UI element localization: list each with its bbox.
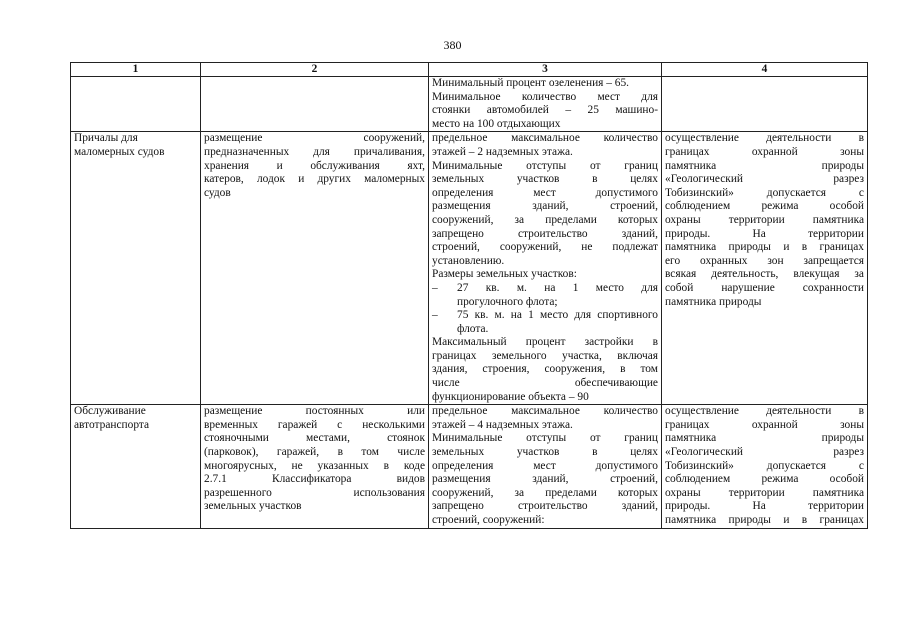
text-line: памятника природы: [665, 295, 762, 308]
text-line: охраны территории памятника: [665, 486, 864, 499]
text-line: этажей – 4 надземных этажа.: [432, 418, 573, 431]
cell-empty: [201, 77, 429, 132]
text-line: земельных участков в целях: [432, 173, 658, 186]
regulation-table: [70, 62, 868, 529]
text-line: строений, сооружений, не подлежат: [432, 241, 658, 254]
cell-empty: [71, 77, 201, 132]
text-line: Минимальное количество мест для: [432, 90, 658, 103]
text-line: природы. На территории: [665, 227, 864, 240]
text-line: запрещено строительство зданий,: [432, 227, 658, 240]
text-line: «Геологический разрез: [665, 446, 864, 459]
text-line: сооружений, за пределами которых: [432, 486, 658, 499]
page-number: 380: [443, 38, 462, 52]
text-line: Причалы для: [74, 132, 138, 145]
cell-restrictions: [662, 132, 868, 405]
text-line: памятника природы: [665, 432, 864, 445]
text-line: место на 100 отдыхающих: [432, 117, 561, 130]
cell-parameters: [429, 77, 662, 132]
text-line: строений, сооружений:: [432, 514, 545, 526]
list-item: [432, 309, 658, 336]
text-line: запрещено строительство зданий,: [432, 500, 658, 513]
text-line: – 75 кв. м. на 1 место для спортивного: [457, 309, 658, 322]
header-col-3: 3: [429, 63, 662, 77]
text-line: границах охранной зоны: [665, 418, 864, 431]
header-col-1: 1: [71, 63, 201, 77]
text-line: его охранных зон запрещается: [665, 254, 864, 267]
text-line: размещение сооружений,: [204, 132, 425, 145]
text-line: временных гаражей с несколькими: [204, 418, 425, 431]
text-line: предназначенных для причаливания,: [204, 145, 425, 158]
cell-description: [201, 132, 429, 405]
text-line: Обслуживание: [74, 405, 146, 418]
table-header-row: [71, 63, 868, 77]
text-line: земельных участков: [204, 500, 302, 513]
text-line: «Геологический разрез: [665, 173, 864, 186]
text-line: земельных участков в целях: [432, 446, 658, 459]
text-line: разрешенного использования: [204, 486, 425, 499]
text-line: памятника природы: [665, 159, 864, 172]
cell-use-type: [71, 405, 201, 528]
text-line: Тобизинский» допускается с: [665, 186, 864, 199]
text-line: определения мест допустимого: [432, 186, 658, 199]
text-line: памятника природы и в границах: [665, 241, 864, 254]
text-line: природы. На территории: [665, 500, 864, 513]
text-line: границах земельного участка, включая: [432, 349, 658, 362]
text-line: прогулочного флота;: [457, 295, 558, 308]
text-line: границах охранной зоны: [665, 145, 864, 158]
text-line: флота.: [457, 322, 489, 335]
text-line: судов: [204, 186, 231, 199]
text-line: памятника природы и в границах: [665, 514, 864, 526]
text-line: Тобизинский» допускается с: [665, 459, 864, 472]
header-col-4: 4: [662, 63, 868, 77]
cell-description: [201, 405, 429, 528]
text-line: размещение постоянных или: [204, 405, 425, 418]
text-line: Максимальный процент застройки в: [432, 336, 658, 349]
text-line: автотранспорта: [74, 418, 150, 431]
text-line: соблюдением режима особой: [665, 200, 864, 213]
text-line: осуществление деятельности в: [665, 132, 864, 145]
text-line: Минимальные отступы от границ: [432, 159, 658, 172]
text-line: функционирование объекта – 90: [432, 390, 589, 403]
cell-empty: [662, 77, 868, 132]
table-row: [71, 77, 868, 132]
list-item: [432, 282, 658, 309]
text-line: Минимальные отступы от границ: [432, 432, 658, 445]
text-line: многоярусных, не указанных в коде: [204, 459, 425, 472]
header-col-2: 2: [201, 63, 429, 77]
text-line: предельное максимальное количество: [432, 405, 658, 418]
table-row: [71, 132, 868, 405]
text-line: катеров, лодок и других маломерных: [204, 173, 425, 186]
text-line: здания, строения, сооружения, в том: [432, 363, 658, 376]
cell-restrictions: [662, 405, 868, 528]
text-line: осуществление деятельности в: [665, 405, 864, 418]
text-line: маломерных судов: [74, 145, 165, 158]
text-line: сооружений, за пределами которых: [432, 213, 658, 226]
text-line: предельное максимальное количество: [432, 132, 658, 145]
text-line: размещения зданий, строений,: [432, 473, 658, 486]
text-line: определения мест допустимого: [432, 459, 658, 472]
text-line: установлению.: [432, 254, 505, 267]
text-line: всякая деятельность, влекущая за: [665, 268, 864, 281]
cell-use-type: [71, 132, 201, 405]
text-line: 2.7.1 Классификатора видов: [204, 473, 425, 486]
text-line: охраны территории памятника: [665, 213, 864, 226]
text-line: хранения и обслуживания яхт,: [204, 159, 425, 172]
text-line: – 27 кв. м. на 1 место для: [457, 281, 658, 294]
table-row: [71, 405, 868, 528]
text-line: этажей – 2 надземных этажа.: [432, 145, 573, 158]
text-line: числе обеспечивающие: [432, 377, 658, 390]
text-line: Минимальный процент озеленения – 65.: [432, 77, 630, 89]
text-line: собой нарушение сохранности: [665, 281, 864, 294]
text-line: стоянки автомобилей – 25 машино-: [432, 104, 658, 117]
text-line: (парковок), гаражей, в том числе: [204, 446, 425, 459]
cell-parameters: [429, 132, 662, 405]
text-line: соблюдением режима особой: [665, 473, 864, 486]
cell-parameters: [429, 405, 662, 528]
dash-list: [432, 282, 658, 336]
text-line: размещения зданий, строений,: [432, 200, 658, 213]
text-line: стояночными местами, стоянок: [204, 432, 425, 445]
text-line: Размеры земельных участков:: [432, 268, 577, 281]
